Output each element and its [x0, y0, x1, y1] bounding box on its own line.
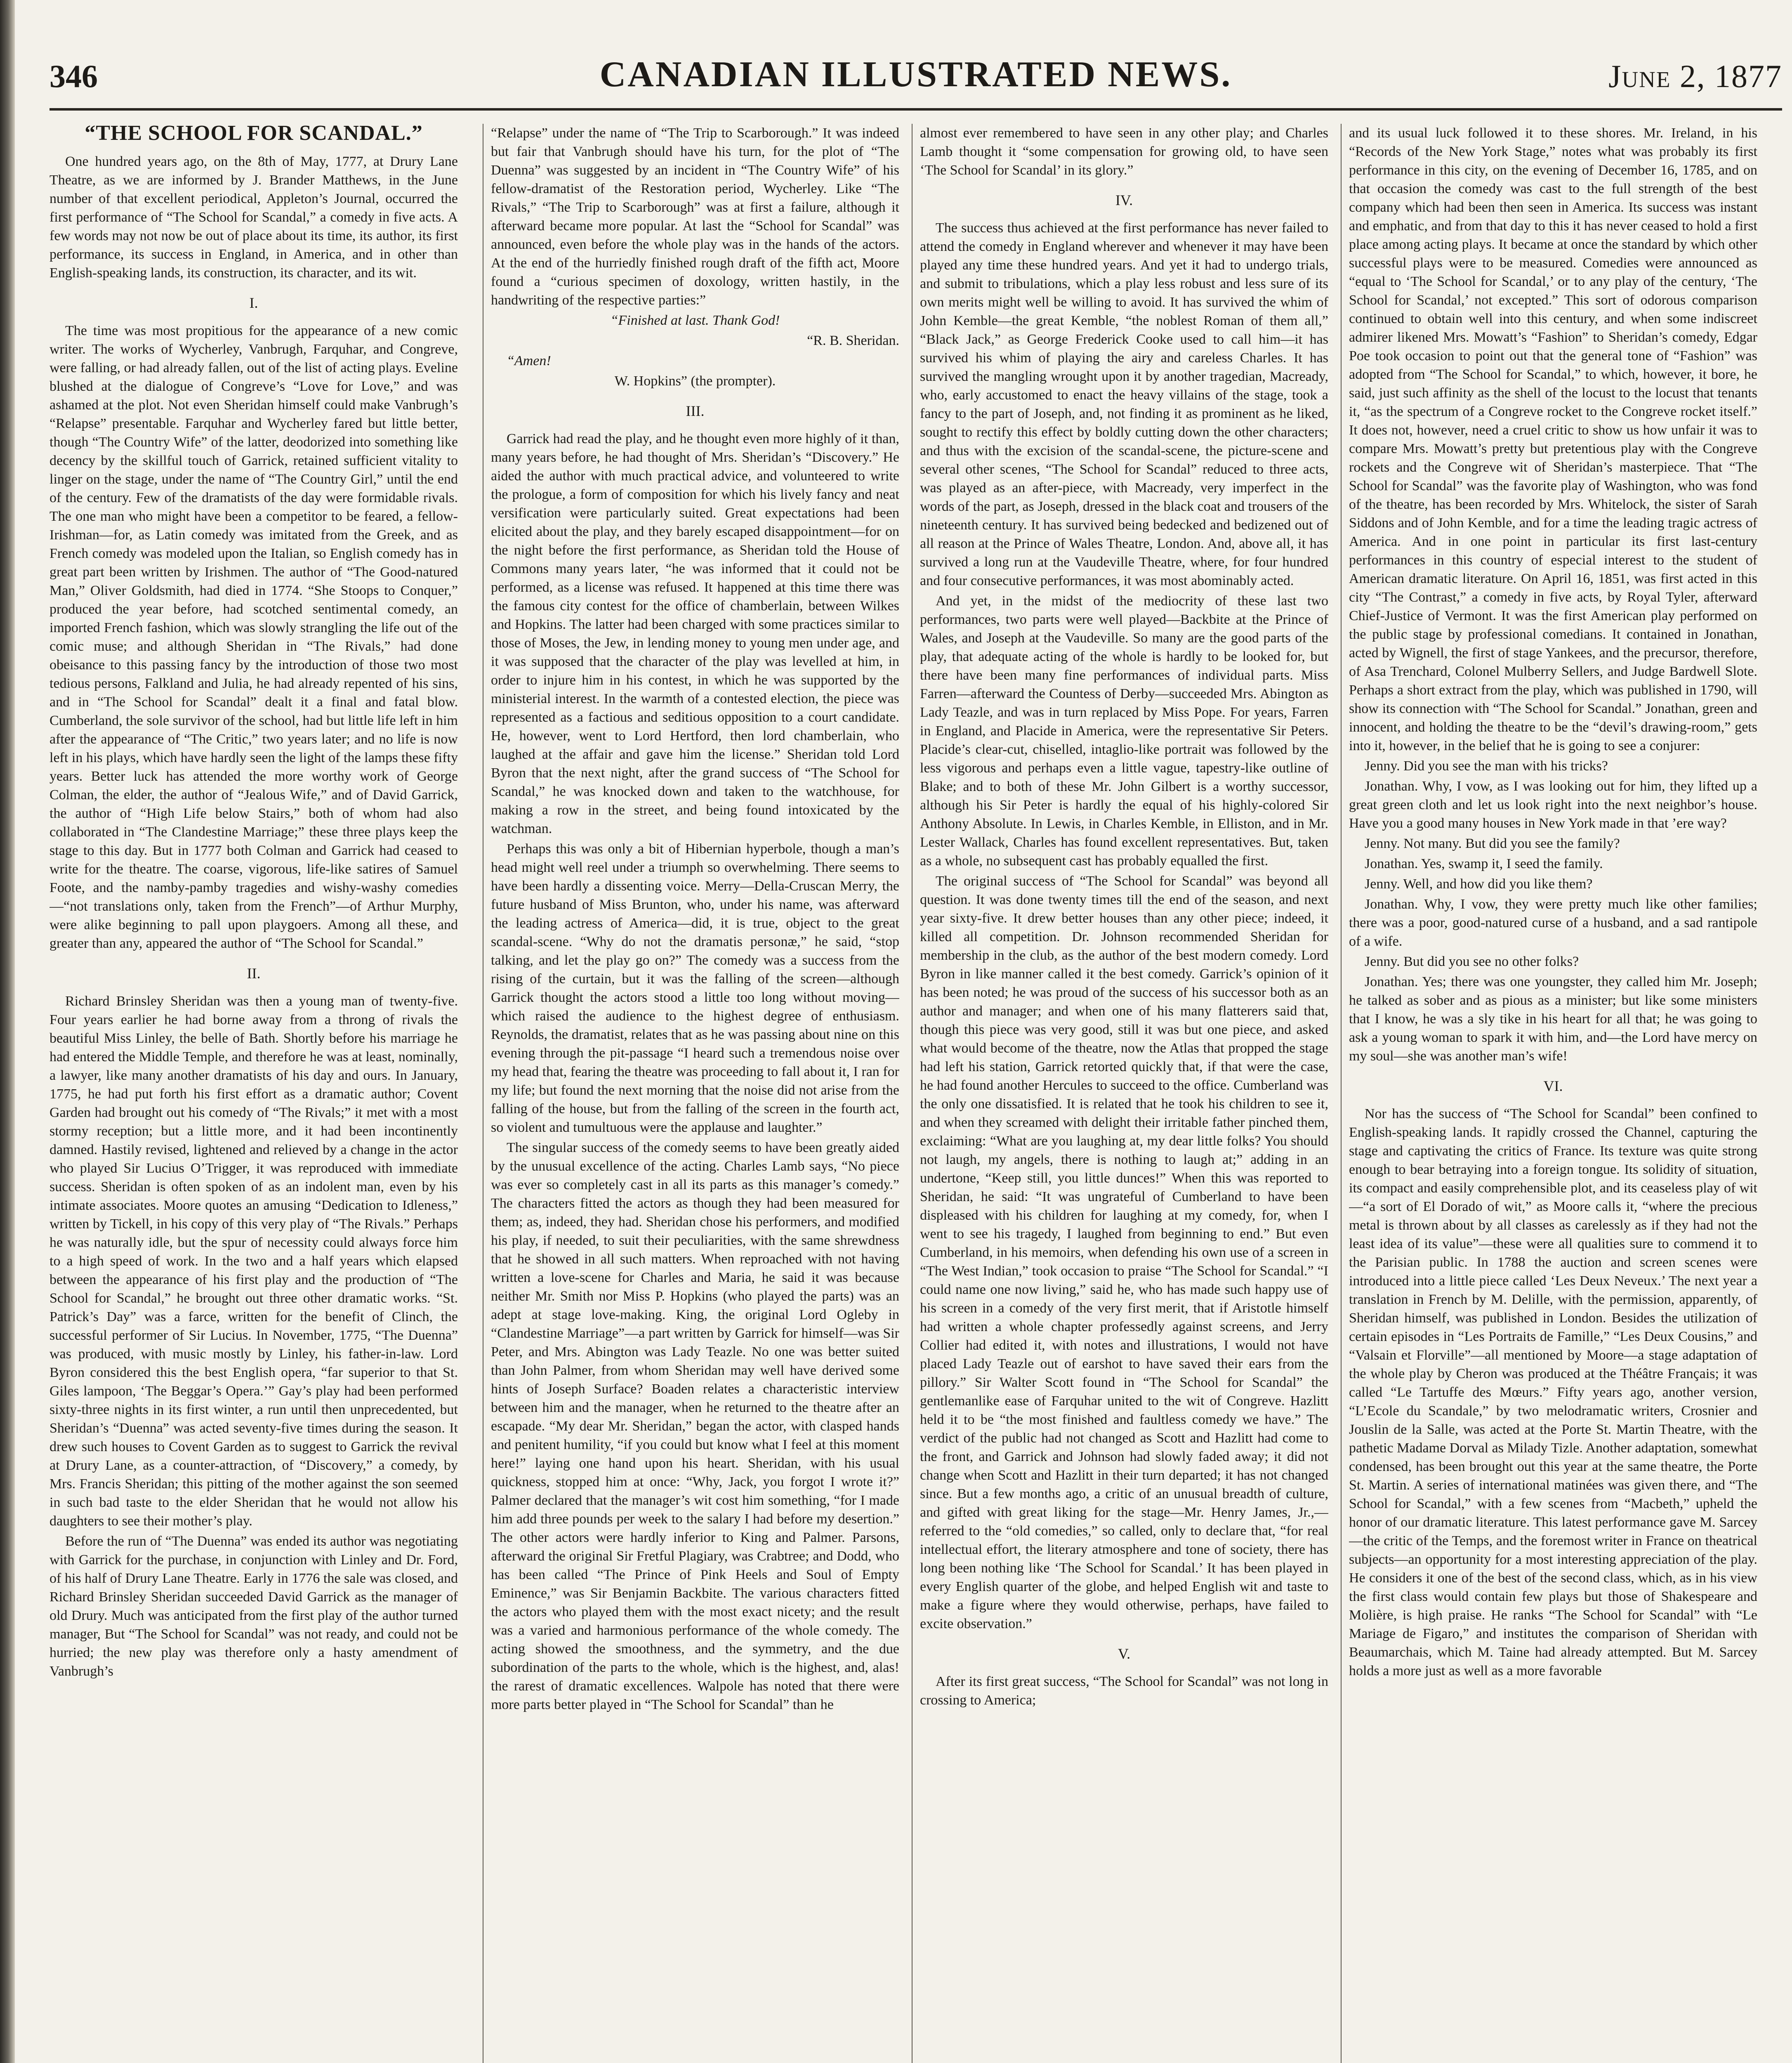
column-1 — [50, 124, 458, 2063]
signature-line: “R. B. Sheridan. — [807, 333, 899, 348]
paragraph: Perhaps this was only a bit of Hibernian hyperbole, though a man’s head might well reel under a triumph so overwhelming. There seems to have been hardly a dissenting voice. Merry—Della-Cruscan Merry, the future husband of Miss Brunton, who, under his name, was afterward the leading actress of America—did, it is true, object to the great scandal-scene. “Why do not the dramatis personæ,” he said, “stop talking, and let the play go on?” The comedy was a success from the rising of the curtain, but it was the falling of the screen—although Garrick thought the actors stood a little too long without moving—which raised the audience to the highest degree of enthusiasm. Reynolds, the dramatist, relates that as he was passing about nine on this evening through the pit-passage “I heard such a tremendous noise over my head that, fearing the theatre was proceeding to fall about it, I ran for my life; but found the next morning that the noise did not arise from the falling of the house, but from the falling of the screen in the fourth act, so violent and tumultuous were the applause and laughter.” — [491, 841, 899, 1135]
section-heading-vi: VI. — [1543, 1078, 1563, 1094]
paragraph: The original success of “The School for Scandal” was beyond all question. It was done twenty times till the end of the season, and next year sixty-five. It drew better houses than any other piece; indeed, it killed all competition. Dr. Johnson recommended Sheridan for membership in the club, as the author of the best modern comedy. Lord Byron in like manner called it the best comedy. Garrick’s opinion of it has been noted; he was proud of the success of his successor both as an author and manager; and when one of his many flatterers said that, though this piece was very good, still it was but one piece, and asked what would become of the theatre, now the Atlas that propped the stage had left his station, Garrick retorted quickly that, if that were the case, he had found another Hercules to succeed to the office. Cumberland was the only one dissatisfied. It is related that he took his children to see it, and when they screamed with delight their irritable father pinched them, exclaiming: “What are you laughing at, my dear little folks? You should not laugh, my angels, there is nothing to laugh at;” adding in an undertone, “Keep still, you little dunces!” When this was reported to Sheridan, he said: “It was ungrateful of Cumberland to have been displeased with his children for laughing at my comedy, for, when I went to see his tragedy, I laughed from beginning to end.” But even Cumberland, in his memoirs, when defending his own use of a screen in “The West Indian,” took occasion to praise “The School for Scandal.” “I could name one now living,” said he, who has made such happy use of his screen in a comedy of the very first merit, that if Aristotle himself had written a whole chapter professedly against screens, and Jerry Collier had edited it, with notes and illustrations, I would not have placed Lady Teazle out of earshot to have saved their ears from the pillory.” Sir Walter Scott found in “The School for Scandal” the gentlemanlike ease of Farquhar united to the wit of Congreve. Hazlitt held it to be “the most finished and faultless comedy we have.” The verdict of the public had not changed as Scott and Hazlitt had come to the front, and Garrick and Johnson had slowly faded away; it did not change when Scott and Hazlitt in their turn departed; it has not changed since. But a few months ago, a critic of an unusual breadth of culture, and gifted with great liking for the stage—Mr. Henry James, Jr.,—referred to the “old comedies,” so called, only to declare that, “for real intellectual effort, the literary atmosphere and tone of society, there has long been nothing like ‘The School for Scandal.’ It has been played in every English quarter of the globe, and helped English wit and taste to make a figure where they would otherwise, perhaps, have failed to excite observation.” — [920, 873, 1328, 1631]
dialogue-line: Jonathan. Yes, swamp it, I seed the family. — [1365, 856, 1603, 871]
dialogue-line: Jenny. But did you see no other folks? — [1365, 954, 1579, 969]
paragraph: The success thus achieved at the first performance has never failed to attend the comedy in England wherever and whenever it may have been played any time these hundred years. And yet it had to undergo trials, and submit to tribulations, which a play less robust and less sure of its own merits might well be willing to avoid. It has survived the whim of John Kemble—the great Kemble, “the noblest Roman of them all,” “Black Jack,” as George Frederick Cooke used to call him—it has survived his whim of playing the airy and careless Charles. It has survived the mangling wrought upon it by another tragedian, Macready, who, early accustomed to enact the heavy villains of the stage, took a fancy to the part of Joseph, and, not finding it as prominent as he liked, sought to rectify this effect by boldly cutting down the other characters; and thus with the excision of the scandal-scene, the picture-scene and several other scenes, “The School for Scandal” reduced to three acts, was played as an after-piece, with Macready, very imperfect in the words of the part, as Joseph, dressed in the black coat and trousers of the nineteenth century. It has survived being bedecked and bedizened out of all reason at the Prince of Wales Theatre, London. And, above all, it has survived a long run at the Vaudeville Theatre, where, for four hundred and four consecutive performances, it was most abominably acted. — [920, 220, 1328, 588]
column-divider — [912, 124, 913, 2063]
paragraph: and its usual luck followed it to these shores. Mr. Ireland, in his “Records of the New York Stage,” notes what was probably its first performance in this city, on the evening of December 16, 1785, and on that occasion the comedy was cast to the full strength of the best company which had been then seen in America. Its success was instant and emphatic, and from that day to this it has never ceased to hold a first place among acting plays. It became at once the standard by which other successful plays were to be measured. Comedies were announced as “equal to ‘The School for Scandal,’ or to any play of the century, ‘The School for Scandal,’ not excepted.” This sort of odorous comparison continued to obtain well into this century, and when some indiscreet admirer likened Mrs. Mowatt’s “Fashion” to Sheridan’s comedy, Edgar Poe took occasion to point out that the general tone of “Fashion” was adopted from “The School for Scandal,” to which, however, it bore, he said, just such affinity as the shell of the locust to the locust that tenants it, “as the spectrum of a Congreve rocket to the Congreve rocket itself.” It does not, however, need a cruel critic to show us how unfair it was to compare Mrs. Mowatt’s pretty but pretentious play with the Congreve rockets and the Congreve wit of Sheridan’s masterpiece. That “The School for Scandal” was the favorite play of Washington, who was fond of the theatre, has been recorded by Mrs. Whitelock, the sister of Sarah Siddons and of John Kemble, and for a time the leading tragic actress of America. And in one point in particular its first last-century performances in this country of especial interest to the student of American dramatic literature. On April 16, 1851, was first acted in this city “The Contrast,” a comedy in five acts, by Royal Tyler, afterward Chief-Justice of Vermont. It was the first American play performed on the public stage by professional comedians. It contained in Jonathan, acted by Wignell, the first of stage Yankees, and the precursor, therefore, of Asa Trenchard, Colonel Mulberry Sellers, and Judge Bardwell Slote. Perhaps a short extract from the play, which was published in 1790, will show its connection with “The School for Scandal.” Jonathan, green and innocent, and holding the theatre to be the “devil’s drawing-room,” gets into it, however, in the belief that he is going to see a conjurer: — [1349, 125, 1757, 753]
section-heading-v: V. — [1118, 1645, 1131, 1662]
paragraph: Richard Brinsley Sheridan was then a young man of twenty-five. Four years earlier he had borne away from a throng of rivals the beautiful Miss Linley, the belle of Bath. Shortly before his marriage he had entered the Middle Temple, and therefore he was at least, nominally, a lawyer, like many another dramatists of his day and ours. In January, 1775, he had put forth his first effort as a dramatic author; Covent Garden had brought out his comedy of “The Rivals;” it met with a most stormy reception; but a little more, and it had been incontinently damned. Hastily revised, lightened and relieved by a change in the actor who played Sir Lucius O’Trigger, it was reproduced with immediate success. Sheridan is often spoken of as an indolent man, even by his intimate associates. Moore quotes an amusing “Dedication to Idleness,” written by Tickell, in his copy of this very play of “The Rivals.” Perhaps he was naturally idle, but the spur of necessity could always force him to a high speed of work. In the two and a half years which elapsed between the appearance of his first play and the production of “The School for Scandal,” he brought out three other dramatic works. “St. Patrick’s Day” was a farce, written for the benefit of Clinch, the successful performer of Sir Lucius. In November, 1775, “The Duenna” was produced, with music mostly by Linley, his father-in-law. Lord Byron considered this the best English opera, “far superior to that St. Giles lampoon, ‘The Beggar’s Opera.’” Gay’s play had been performed sixty-three nights in its first winter, a run until then unprecedented, but Sheridan’s “Duenna” was acted seventy-five times during the season. It drew such houses to Covent Garden as to suggest to Garrick the revival at Drury Lane, as a counter-attraction, of “Discovery,” a comedy, by Mrs. Francis Sheridan; this pitting of the mother against the son seemed in such bad taste to the elder Sheridan that he would not allow his daughters to see their mother’s play. — [50, 994, 458, 1529]
issue-date: June 2, 1877 — [1608, 58, 1782, 94]
paragraph: The singular success of the comedy seems to have been greatly aided by the unusual excellence of the acting. Charles Lamb says, “No piece was ever so completely cast in all its parts as this manager’s comedy.” The characters fitted the actors as though they had been measured for them; as, indeed, they had. Sheridan chose his performers, and modified his play, if needed, to suit their peculiarities, with the same shrewdness that he showed in all such matters. When reproached with not having written a love-scene for Charles and Maria, he said it was because neither Mr. Smith nor Miss P. Hopkins (who played the parts) was an adept at stage love-making. King, the original Lord Ogleby in “Clandestine Marriage”—a part written by Garrick for himself—was Sir Peter, and Mrs. Abington was Lady Teazle. No one was better suited than John Palmer, from whom Sheridan may well have derived some hints of Joseph Surface? Boaden relates a characteristic interview between him and the manager, when he returned to the theatre after an escapade. “My dear Mr. Sheridan,” began the actor, with clasped hands and penitent humility, “if you could but know what I feel at this moment here!” laying one hand upon his heart. Sheridan, with his usual quickness, stopped him at once: “Why, Jack, you forgot I wrote it?” Palmer declared that the manager’s wit cost him something, “for I made him add three pounds per week to the salary I had before my desertion.” The other actors were hardly inferior to King and Palmer. Parsons, afterward the original Sir Fretful Plagiary, was Crabtree; and Dodd, who has been called “The Prince of Pink Heels and Soul of Empty Eminence,” was Sir Benjamin Backbite. The various characters fitted the actors who played them with the most exact nicety; and the result was a varied and harmonious performance of the whole comedy. The acting showed the smoothness, and the symmetry, and the due subordination of the parts to the whole, which is the highest, and, alas! the rarest of dramatic excellences. Walpole has noted that there were more parts better played in “The School for Scandal” than he — [491, 1140, 899, 1712]
dialogue-line: Jenny. Well, and how did you like them? — [1365, 876, 1593, 892]
quote-line: “Amen! — [507, 353, 551, 368]
page-number: 346 — [50, 58, 98, 94]
page-binding-edge — [0, 0, 15, 2063]
column-2 — [491, 124, 899, 2063]
column-divider — [1341, 124, 1342, 2063]
masthead: CANADIAN ILLUSTRATED NEWS. — [599, 54, 1232, 94]
article-title: “THE SCHOOL FOR SCANDAL.” — [85, 124, 423, 145]
paragraph-intro: One hundred years ago, on the 8th of May, 1777, at Drury Lane Theatre, as we are informed by J. Brander Matthews, in the June number of that excellent periodical, Appleton’s Journal, occurred the first performance of “The School for Scandal,” a comedy in five acts. A few words may not now be out of place about its time, its author, its first performance, its success in England, in America, and in other than English-speaking lands, its construction, its character, and its wit. — [50, 154, 458, 281]
dialogue-line: Jenny. Not many. But did you see the family? — [1365, 836, 1620, 851]
paragraph: almost ever remembered to have seen in any other play; and Charles Lamb thought it “some compensation for growing old, to have seen ‘The School for Scandal’ in its glory.” — [920, 125, 1328, 178]
paragraph: “Relapse” under the name of “The Trip to Scarborough.” It was indeed but fair that Vanbrugh should have his turn, for the plot of “The Duenna” was suggested by an incident in “The Country Wife” of his fellow-dramatist of the Restoration period, Wycherley. Like “The Rivals,” “The Trip to Scarborough” was at first a failure, although it afterward became more popular. At last the “School for Scandal” was announced, even before the whole play was in the hands of the actors. At the end of the hurriedly finished rough draft of the fifth act, Moore found a “curious specimen of doxology, written hastily, in the handwriting of the respective parties:” — [491, 125, 899, 308]
paragraph: After its first great success, “The School for Scandal” was not long in crossing to America; — [920, 1674, 1328, 1708]
paragraph: Before the run of “The Duenna” was ended its author was negotiating with Garrick for the purchase, in conjunction with Linley and Dr. Ford, of his half of Drury Lane Theatre. Early in 1776 the sale was closed, and Richard Brinsley Sheridan succeeded David Garrick as the manager of old Drury. Much was anticipated from the first play of the author turned manager, But “The School for Scandal” was not ready, and could not be hurried; the new play was therefore only a hasty amendment of Vanbrugh’s — [50, 1534, 458, 1679]
signature-line: W. Hopkins” (the prompter). — [614, 373, 776, 389]
quote-line: “Finished at last. Thank God! — [610, 313, 780, 328]
paragraph: The time was most propitious for the appearance of a new comic writer. The works of Wycherley, Vanbrugh, Farquhar, and Congreve, were falling, or had already fallen, out of the list of acting plays. Eveline blushed at the dialogue of Congreve’s “Love for Love,” and was ashamed at the plot. Not even Sheridan himself could make Vanbrugh’s “Relapse” presentable. Farquhar and Wycherley fared but little better, though “The Country Wife” of the latter, deodorized into something like decency by the skillful touch of Garrick, retained sufficient vitality to linger on the stage, under the name of “The Country Girl,” until the end of the century. Few of the dramatists of the day were formidable rivals. The one man who might have been a competitor to be feared, a fellow-Irishman—for, as Latin comedy was imitated from the Greek, and as French comedy was modeled upon the Italian, so English comedy has in great part been written by Irishmen. The author of “The Good-natured Man,” Oliver Goldsmith, had died in 1774. “She Stoops to Conquer,” produced the year before, had scotched sentimental comedy, an imported French fashion, which was slowly strangling the life out of the comic muse; and although Sheridan in “The Rivals,” had done obeisance to this passing fancy by the introduction of those two most tedious persons, Falkland and Julia, he had already repented of his sins, and in “The School for Scandal” dealt it a final and fatal blow. Cumberland, the sole survivor of the school, had but little life left in him after the appearance of “The Critic,” two years later; and no life is now left in his plays, which have hardly seen the light of the lamps these fifty years. Better luck has attended the more worthy work of George Colman, the elder, the author of “Jealous Wife,” and of David Garrick, the author of “High Life below Stairs,” both of whom had also collaborated in “The Clandestine Marriage;” these three plays keep the stage to this day. But in 1777 both Colman and Garrick had ceased to write for the theatre. The coarse, vigorous, life-like satires of Samuel Foote, and the namby-pamby tragedies and wishy-washy comedies—“not translations only, taken from the French”—of Arthur Murphy, were alike beginning to pall upon playgoers. Among all these, and greater than any, appeared the author of “The School for Scandal.” — [50, 323, 458, 951]
section-heading-iv: IV. — [1115, 192, 1133, 208]
column-3 — [920, 124, 1328, 2063]
paragraph: Nor has the success of “The School for Scandal” been confined to English-speaking lands. It rapidly crossed the Channel, capturing the stage and captivating the critics of France. Its texture was quite strong enough to bear betraying into a foreign tongue. Its solidity of situation, its compact and easily comprehensible plot, and its ceaseless play of wit—“a sort of El Dorado of wit,” as Moore calls it, “where the precious metal is thrown about by all classes as carelessly as if they had not the least idea of its value”—these were all qualities sure to commend it to the Parisian public. In 1788 the auction and screen scenes were introduced into a little piece called ‘Les Deux Neveux.’ The next year a translation in French by M. Delille, with the permission, apparently, of Sheridan himself, was published in London. Besides the utilization of certain episodes in “Les Portraits de Famille,” “Les Deux Cousins,” and “Valsain et Florville”—all mentioned by Moore—a stage adaptation of the whole play by Cheron was produced at the Théâtre Français; it was called “Le Tartuffe des Mœurs.” Fifty years ago, another version, “L’Ecole du Scandale,” by two melodramatic writers, Crosnier and Jouslin de la Salle, was acted at the Porte St. Martin Theatre, with the pathetic Madame Dorval as Milady Tizle. Another adaptation, somewhat condensed, has been brought out this year at the same theatre, the Porte St. Martin. A series of international matinées was given there, and “The School for Scandal,” with a few scenes from “Macbeth,” upheld the honor of our dramatic literature. This latest performance gave M. Sarcey—the critic of the Temps, and the foremost writer in France on theatrical subjects—an opportunity for a most interesting appreciation of the play. He considers it one of the best of the second class, which, as in his view the first class would contain few plays but those of Shakespeare and Molière, is high praise. He ranks “The School for Scandal” with “Le Mariage de Figaro,” and institutes the comparison of Sheridan with Beaumarchais, which M. Taine had already attempted. But M. Sarcey holds a more just as well as a more favorable — [1349, 1106, 1757, 1678]
header-rule — [50, 108, 1782, 111]
dialogue-line: Jenny. Did you see the man with his tricks? — [1365, 758, 1608, 774]
column-4 — [1349, 124, 1757, 2063]
section-heading-i: I. — [249, 295, 258, 311]
paragraph: Garrick had read the play, and he thought even more highly of it than, many years before, he had thought of Mrs. Sheridan’s “Discovery.” He aided the author with much practical advice, and volunteered to write the prologue, a form of composition for which his lively fancy and neat versification were particularly suited. Great expectations had been elicited about the play, and they barely escaped disappointment—for on the night before the first performance, as Sheridan told the House of Commons many years later, “he was informed that it could not be performed, as a license was refused. It happened at this time there was the famous city contest for the office of chamberlain, between Wilkes and Hopkins. The latter had been charged with some practices similar to those of Moses, the Jew, in lending money to young men under age, and it was supposed that the character of the play was levelled at him, in order to injure him in his contest, in which he was supported by the ministerial interest. In the warmth of a contested election, the piece was represented as a factious and seditious opposition to a court candidate. He, however, went to Lord Hertford, then lord chamberlain, who laughed at the affair and gave him the license.” Sheridan told Lord Byron that the next night, after the grand success of “The School for Scandal,” he was knocked down and taken to the watchhouse, for making a row in the street, and being found intoxicated by the watchman. — [491, 431, 899, 836]
dialogue-line: Jonathan. Yes; there was one youngster, they called him Mr. Joseph; he talked as sober and as pious as a minister; but like some ministers that I know, he was a sly tike in his heart for all that; he was going to ask a young woman to spark it with him, and—the Lord have mercy on my soul—she was another man’s wife! — [1349, 974, 1757, 1064]
section-heading-iii: III. — [686, 403, 705, 419]
page-header — [50, 50, 1782, 111]
paragraph: And yet, in the midst of the mediocrity of these last two performances, two parts were well played—Backbite at the Prince of Wales, and Joseph at the Vaudeville. So many are the good parts of the play, that adequate acting of the whole is hardly to be looked for, but there have been many fine performances of individual parts. Miss Farren—afterward the Countess of Derby—succeeded Mrs. Abington as Lady Teazle, and was in turn replaced by Miss Pope. For years, Farren in England, and Placide in America, were the representative Sir Peters. Placide’s clear-cut, chiselled, intaglio-like portrait was followed by the less vigorous and perhaps even a little vague, tapestry-like outline of Blake; and to both of these Mr. John Gilbert is a worthy successor, although his Sir Peter is hardly the equal of his highly-colored Sir Anthony Absolute. In Lewis, in Charles Kemble, in Elliston, and in Mr. Lester Wallack, Charles has found excellent representatives. But, taken as a whole, no subsequent cast has probably equalled the first. — [920, 593, 1328, 869]
dialogue-line: Jonathan. Why, I vow, they were pretty much like other families; there was a poor, good-natured curse of a husband, and a sad rantipole of a wife. — [1349, 897, 1757, 949]
dialogue-line: Jonathan. Why, I vow, as I was looking out for him, they lifted up a great green cloth and let us look right into the next neighbor’s house. Have you a good many houses in New York made in that ’ere way? — [1349, 779, 1757, 831]
section-heading-ii: II. — [247, 965, 261, 982]
